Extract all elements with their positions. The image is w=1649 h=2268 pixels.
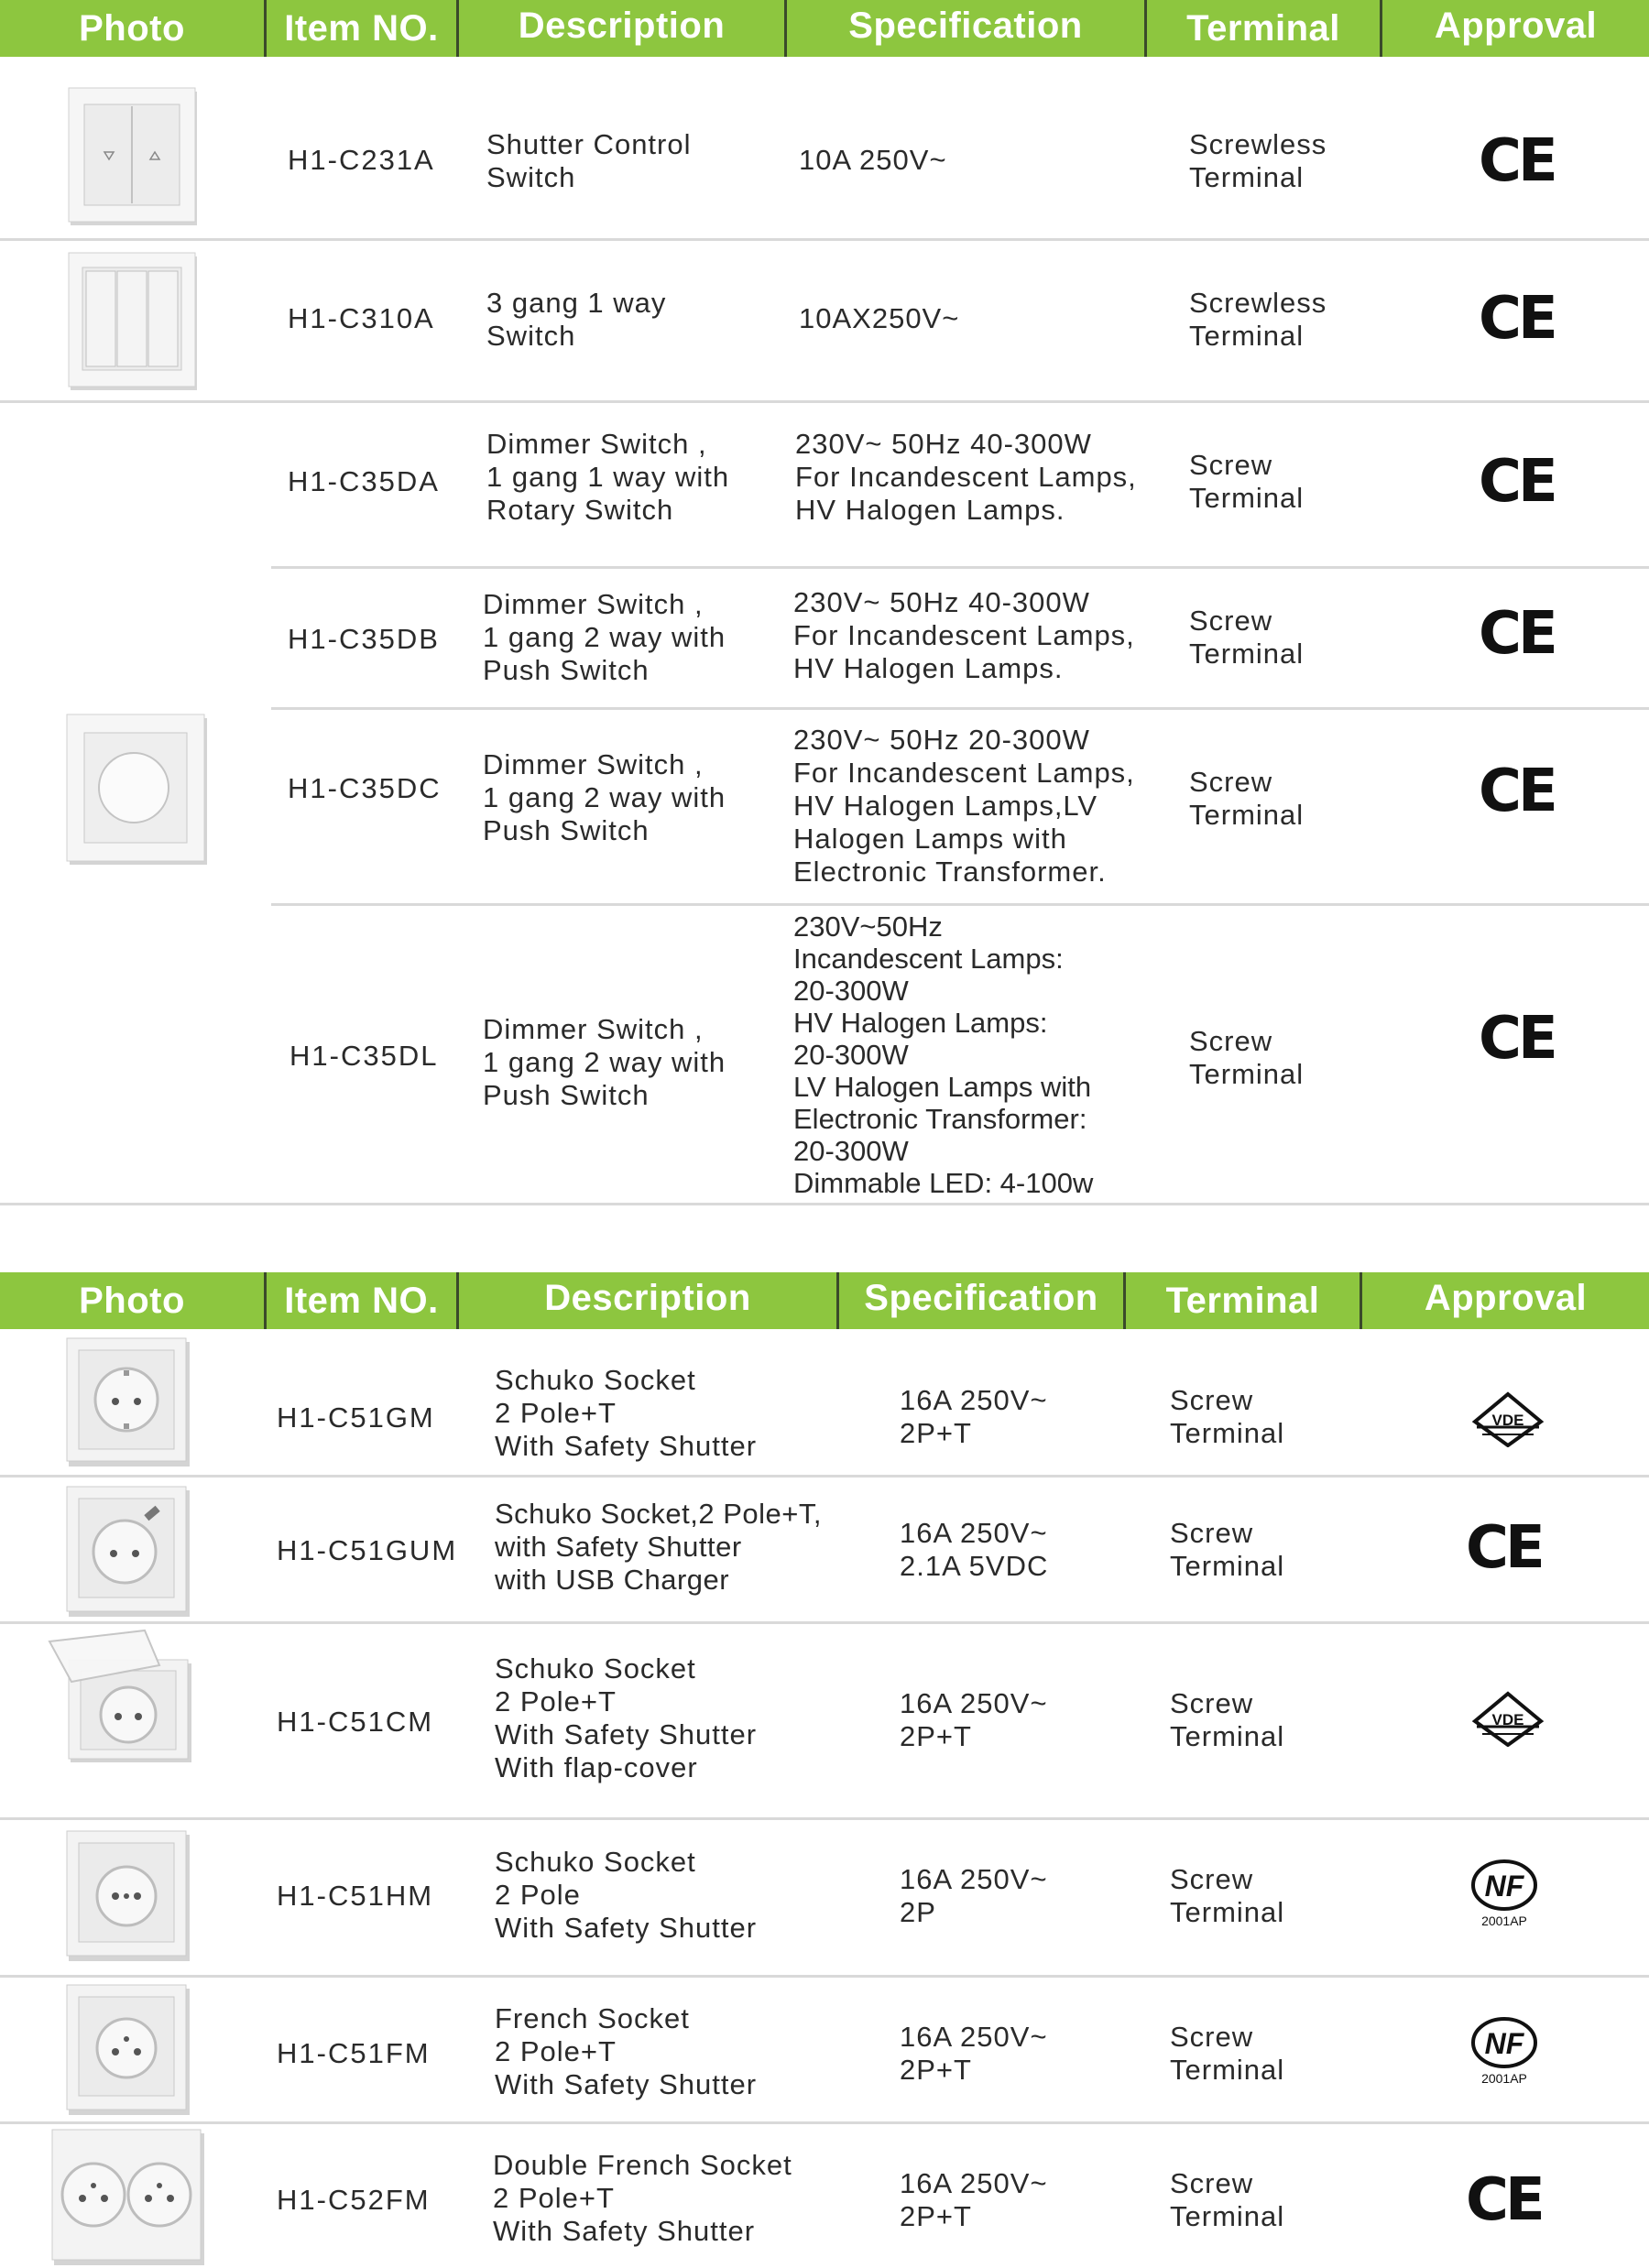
header-terminal: Terminal xyxy=(1165,1280,1320,1321)
ce-mark-icon: CE xyxy=(1479,127,1555,195)
table-row-terminal: Screwless Terminal xyxy=(1189,128,1327,193)
table-row-specification: 16A 250V~ 2P+T xyxy=(900,2167,1048,2232)
ce-mark-icon: CE xyxy=(1479,758,1555,825)
row-divider xyxy=(271,707,1649,710)
table-row-item-no: H1-C51GM xyxy=(277,1401,435,1434)
table-row-specification: 230V~ 50Hz 40-300W For Incandescent Lamps, HV Halogen Lamps. xyxy=(793,586,1135,684)
header-photo: Photo xyxy=(79,1280,185,1321)
dimmer-switch-icon xyxy=(66,713,209,868)
row-divider xyxy=(0,1475,1649,1477)
ce-mark-icon: CE xyxy=(1479,600,1555,668)
table-row-specification: 10AX250V~ xyxy=(799,302,960,334)
table-row-item-no: H1-C35DL xyxy=(289,1040,439,1072)
table-row-description: Dimmer Switch , 1 gang 2 way with Push Switch xyxy=(483,588,726,686)
table-row-specification: 16A 250V~ 2P+T xyxy=(900,1687,1048,1752)
table-row-description: Schuko Socket,2 Pole+T, with Safety Shutter with USB Charger xyxy=(495,1498,823,1596)
row-divider xyxy=(0,1621,1649,1624)
ce-mark-icon: CE xyxy=(1479,448,1555,516)
row-divider xyxy=(271,903,1649,906)
table-row-terminal: Screw Terminal xyxy=(1189,766,1305,831)
double-french-socket-icon xyxy=(51,2129,205,2266)
nf-code: 2001AP xyxy=(1481,2071,1527,2086)
header-specification: Specification xyxy=(848,5,1083,46)
header-description: Description xyxy=(518,5,726,46)
table-row-item-no: H1-C51CM xyxy=(277,1706,434,1738)
ce-mark-icon: CE xyxy=(1466,2166,1542,2234)
header-photo: Photo xyxy=(79,7,185,49)
row-divider xyxy=(0,1203,1649,1205)
table-row-description: Dimmer Switch , 1 gang 1 way with Rotary Switch xyxy=(486,428,730,526)
table-row-terminal: Screw Terminal xyxy=(1189,1025,1305,1090)
vde-text: VDE xyxy=(1491,1412,1524,1429)
table-row-item-no: H1-C51FM xyxy=(277,2037,431,2069)
header-specification: Specification xyxy=(864,1277,1098,1318)
shutter-switch-icon xyxy=(68,86,200,229)
vde-text: VDE xyxy=(1491,1711,1524,1728)
table-row-description: Dimmer Switch , 1 gang 2 way with Push Switch xyxy=(483,1013,726,1111)
table-row-item-no: H1-C35DB xyxy=(288,623,440,655)
vde-mark-icon xyxy=(1469,1690,1546,1747)
three-gang-switch-icon xyxy=(68,251,200,394)
header-item-no: Item NO. xyxy=(284,1280,439,1321)
nf-mark-icon xyxy=(1466,2015,1543,2087)
table-row-terminal: Screw Terminal xyxy=(1189,605,1305,670)
table-row-description: Double French Socket 2 Pole+T With Safety Shutter xyxy=(493,2149,792,2247)
table-row-description: Schuko Socket 2 Pole+T With Safety Shutter With flap-cover xyxy=(495,1652,758,1783)
row-divider xyxy=(271,566,1649,569)
row-divider xyxy=(0,2121,1649,2124)
ce-mark-icon: CE xyxy=(1479,285,1555,353)
header-description: Description xyxy=(544,1277,751,1318)
row-divider xyxy=(0,1975,1649,1978)
table-row-item-no: H1-C35DA xyxy=(288,465,440,497)
header-item-no: Item NO. xyxy=(284,7,439,49)
table-row-terminal: Screw Terminal xyxy=(1189,449,1305,514)
table-row-description: 3 gang 1 way Switch xyxy=(486,287,667,352)
nf-text: NF xyxy=(1484,2027,1524,2060)
table-row-description: Schuko Socket 2 Pole With Safety Shutter xyxy=(495,1846,758,1944)
table-row-specification: 16A 250V~ 2.1A 5VDC xyxy=(900,1517,1049,1582)
table-row-item-no: H1-C231A xyxy=(288,144,435,176)
nf-mark-icon xyxy=(1466,1858,1543,1929)
table-row-terminal: Screw Terminal xyxy=(1170,2021,1285,2086)
table-row-terminal: Screwless Terminal xyxy=(1189,287,1327,352)
table-row-item-no: H1-C51HM xyxy=(277,1880,434,1912)
row-divider xyxy=(0,238,1649,241)
table-row-terminal: Screw Terminal xyxy=(1170,1517,1285,1582)
table-row-specification: 16A 250V~ 2P+T xyxy=(900,1384,1048,1449)
table-row-description: Schuko Socket 2 Pole+T With Safety Shutter xyxy=(495,1364,758,1462)
table-row-terminal: Screw Terminal xyxy=(1170,1384,1285,1449)
table-row-terminal: Screw Terminal xyxy=(1170,1687,1285,1752)
table-row-description: Dimmer Switch , 1 gang 2 way with Push Switch xyxy=(483,748,726,846)
header-approval: Approval xyxy=(1424,1277,1588,1318)
vde-mark-icon xyxy=(1469,1390,1546,1447)
table-row-item-no: H1-C35DC xyxy=(288,772,442,804)
nf-text: NF xyxy=(1484,1870,1524,1903)
ce-mark-icon: CE xyxy=(1466,1514,1542,1582)
ce-mark-icon: CE xyxy=(1479,1005,1555,1073)
table-row-specification: 230V~ 50Hz 20-300W For Incandescent Lamps, HV Halogen Lamps,LV Halogen Lamps with Electronic Transformer. xyxy=(793,724,1135,888)
header-terminal: Terminal xyxy=(1186,7,1340,49)
table1-header-bar xyxy=(0,0,1649,57)
schuko-socket-icon xyxy=(66,1337,191,1467)
two-pole-socket-icon xyxy=(66,1830,191,1962)
table-row-specification: 230V~ 50Hz 40-300W For Incandescent Lamps, HV Halogen Lamps. xyxy=(795,428,1137,526)
table2-header-bar xyxy=(0,1272,1649,1329)
french-socket-icon xyxy=(66,1984,191,2116)
header-approval: Approval xyxy=(1434,5,1598,46)
table-row-item-no: H1-C51GUM xyxy=(277,1534,458,1566)
schuko-usb-socket-icon xyxy=(66,1486,191,1618)
row-divider xyxy=(0,400,1649,403)
nf-code: 2001AP xyxy=(1481,1914,1527,1928)
table-row-specification: 10A 250V~ xyxy=(799,144,947,176)
flap-cover-socket-icon xyxy=(46,1629,192,1764)
table-row-terminal: Screw Terminal xyxy=(1170,2167,1285,2232)
row-divider xyxy=(0,1817,1649,1820)
table-row-item-no: H1-C52FM xyxy=(277,2184,431,2216)
table-row-terminal: Screw Terminal xyxy=(1170,1863,1285,1928)
table-row-specification: 230V~50Hz Incandescent Lamps: 20-300W HV Halogen Lamps: 20-300W LV Halogen Lamps with Electronic Transformer: 20-300W Dimmable LED: 4-100w xyxy=(793,910,1094,1199)
table-row-specification: 16A 250V~ 2P xyxy=(900,1863,1048,1928)
table-row-specification: 16A 250V~ 2P+T xyxy=(900,2021,1048,2086)
table-row-description: French Socket 2 Pole+T With Safety Shutter xyxy=(495,2002,758,2100)
table-row-item-no: H1-C310A xyxy=(288,302,435,334)
table-row-description: Shutter Control Switch xyxy=(486,128,692,193)
